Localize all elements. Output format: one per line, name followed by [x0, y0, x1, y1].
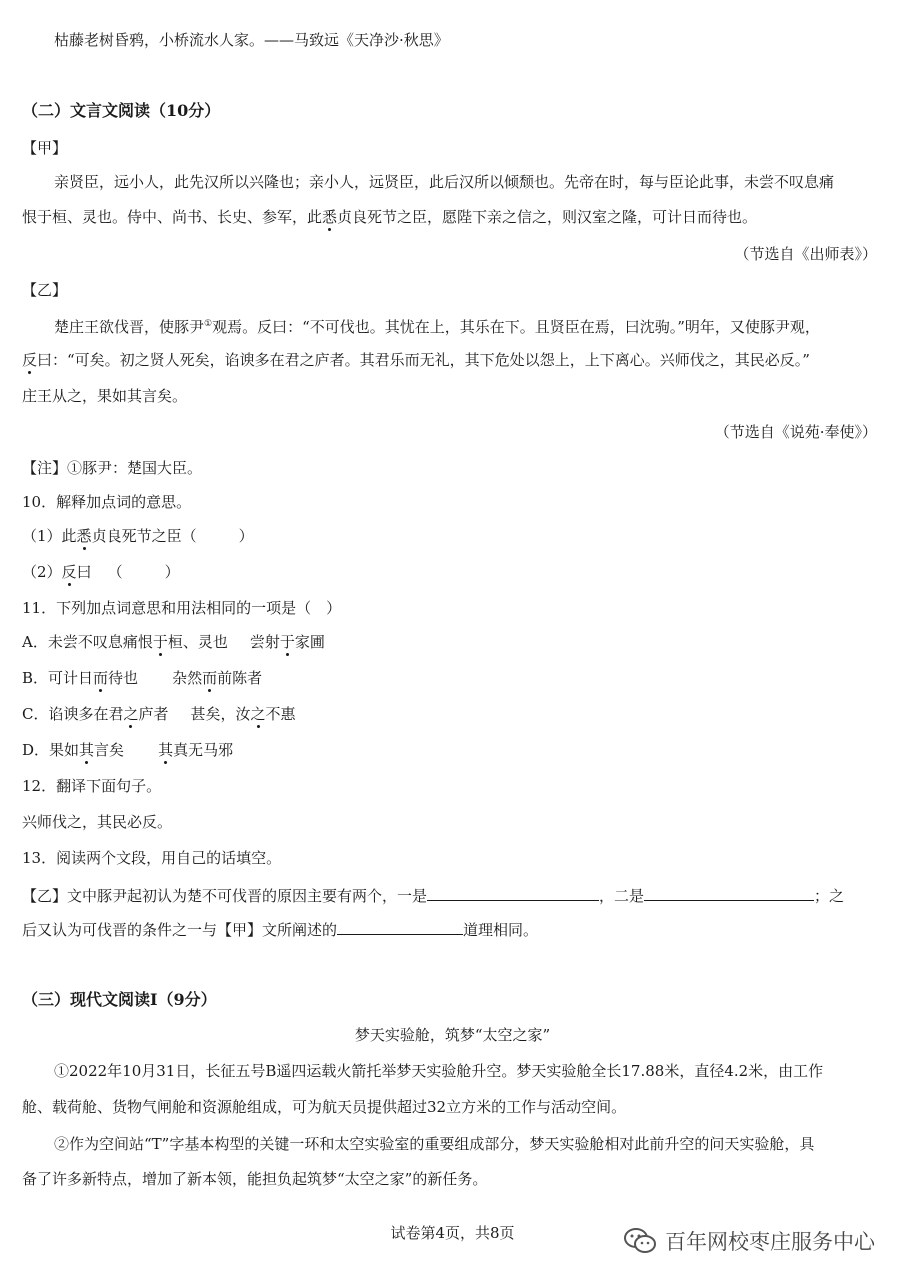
- dotted-word: 于: [152, 633, 168, 651]
- yi-paragraph-line1: [54, 314, 820, 337]
- wechat-icon: [623, 1226, 657, 1256]
- dotted-word: 反: [22, 351, 38, 369]
- q13-text: 道理相同。: [463, 921, 539, 939]
- q11-stem: 11．下列加点词意思和用法相同的一项是（ ）: [22, 599, 342, 617]
- answer-blank-2[interactable]: [644, 884, 814, 901]
- dotted-word: 而: [93, 669, 109, 687]
- q10-item1: [22, 526, 254, 546]
- option-text: 尝射: [249, 633, 280, 651]
- dotted-word: 于: [279, 633, 295, 651]
- answer-blank-3[interactable]: [337, 918, 463, 935]
- yi-source: （节选自《说苑·奉使》）: [714, 423, 877, 441]
- q13-text: ，二是: [599, 887, 645, 905]
- q10-text: 曰: [76, 563, 92, 581]
- option-text: 待也: [108, 669, 139, 687]
- dotted-word: 反: [61, 563, 77, 581]
- yi-text: 曰：“可矣。初之贤人死矣，谄谀多在君之庐者。其君乐而无礼，其下危处以怨上，上下离心。兴师伐之，其民必反。”: [37, 351, 810, 369]
- jia-source: （节选自《出师表》）: [734, 245, 877, 263]
- yi-label: 【乙】: [22, 281, 68, 299]
- option-text: 家圃: [294, 633, 325, 651]
- watermark: [623, 1226, 875, 1256]
- q10-item2: [22, 562, 180, 582]
- q11-option-b[interactable]: [22, 668, 262, 688]
- poem-line: 枯藤老树昏鸦，小桥流水人家。——马致远《天净沙·秋思》: [54, 31, 449, 49]
- article-p1-line1: ①2022年10月31日，长征五号B遥四运载火箭托举梦天实验舱升空。梦天实验舱全长17.88米，直径4.2米，由工作: [54, 1062, 824, 1080]
- q12-stem: 12．翻译下面句子。: [22, 777, 162, 795]
- dotted-word: 之: [123, 705, 139, 723]
- q10-text: （1）此: [22, 527, 77, 545]
- option-text: B．可计日: [22, 669, 94, 687]
- dotted-word: 其: [158, 741, 174, 759]
- q10-text: ）: [164, 563, 180, 581]
- q13-line2: [22, 918, 538, 940]
- q13-text: 【乙】文中豚尹起初认为楚不可伐晋的原因主要有两个，一是: [22, 887, 428, 905]
- dotted-word: 悉: [322, 208, 338, 226]
- yi-paragraph-line2: [22, 350, 810, 370]
- jia-text: 恨于桓、灵也。侍中、尚书、长史、参军，此: [22, 208, 323, 226]
- dotted-word: 而: [202, 669, 218, 687]
- q13-text: ；之: [814, 887, 845, 905]
- q13-line1: [22, 884, 844, 906]
- article-p2-line1: ②作为空间站“T”字基本构型的关键一环和太空实验室的重要组成部分，梦天实验舱相对此前升空的问天实验舱，具: [54, 1135, 815, 1153]
- q13-text: 后又认为可伐晋的条件之一与【甲】文所阐述的: [22, 921, 338, 939]
- option-text: C．谄谀多在君: [22, 705, 124, 723]
- dotted-word: 悉: [76, 527, 92, 545]
- option-text: 前陈者: [217, 669, 263, 687]
- option-text: 真无马邪: [173, 741, 234, 759]
- q10-text: ）: [238, 527, 254, 545]
- q11-option-d[interactable]: [22, 740, 233, 760]
- option-text: 不惠: [265, 705, 296, 723]
- q11-option-a[interactable]: [22, 632, 325, 652]
- q10-text: （: [107, 563, 123, 581]
- page-footer: 试卷第4页，共8页: [390, 1224, 515, 1242]
- footnote-marker: ①: [204, 319, 213, 329]
- answer-blank-1[interactable]: [427, 884, 599, 901]
- jia-paragraph-line1: 亲贤臣，远小人，此先汉所以兴隆也；亲小人，远贤臣，此后汉所以倾颓也。先帝在时，每与臣论此事，未尝不叹息痛: [54, 173, 835, 191]
- option-text: 杂然: [172, 669, 203, 687]
- q10-text: （2）: [22, 563, 62, 581]
- jia-label: 【甲】: [22, 139, 68, 157]
- q10-text: 贞良死节之臣（: [91, 527, 197, 545]
- yi-text: 楚庄王欲伐晋，使豚尹: [54, 318, 205, 336]
- option-text: 言矣: [94, 741, 125, 759]
- q12-sentence: 兴师伐之，其民必反。: [22, 813, 173, 831]
- section2-heading: （二）文言文阅读（10分）: [22, 101, 221, 120]
- q11-option-c[interactable]: [22, 704, 296, 724]
- watermark-text: 百年网校枣庄服务中心: [665, 1230, 875, 1254]
- note: 【注】①豚尹：楚国大臣。: [22, 459, 203, 477]
- yi-text: 观焉。反曰：“不可伐也。其忧在上，其乐在下。且贤臣在焉，曰沈驹。”明年，又使豚尹观，: [212, 318, 820, 336]
- section3-heading: （三）现代文阅读Ⅰ（9分）: [22, 990, 217, 1009]
- jia-paragraph-line2: [22, 207, 757, 227]
- article-title: 梦天实验舱，筑梦“太空之家”: [354, 1026, 551, 1044]
- dotted-word: 之: [250, 705, 266, 723]
- option-text: 甚矣，汝: [190, 705, 251, 723]
- jia-text: 贞良死节之臣，愿陛下亲之信之，则汉室之隆，可计日而待也。: [337, 208, 758, 226]
- option-text: 庐者: [138, 705, 169, 723]
- article-p1-line2: 舱、载荷舱、货物气闸舱和资源舱组成，可为航天员提供超过32立方米的工作与活动空间。: [22, 1098, 627, 1116]
- q10-stem: 10．解释加点词的意思。: [22, 493, 192, 511]
- dotted-word: 其: [79, 741, 95, 759]
- option-text: 桓、灵也: [167, 633, 228, 651]
- q13-stem: 13．阅读两个文段，用自己的话填空。: [22, 849, 282, 867]
- option-text: D．果如: [22, 741, 80, 759]
- yi-paragraph-line3: 庄王从之，果如其言矣。: [22, 387, 188, 405]
- option-text: A．未尝不叹息痛恨: [22, 633, 153, 651]
- article-p2-line2: 备了许多新特点，增加了新本领，能担负起筑梦“太空之家”的新任务。: [22, 1170, 488, 1188]
